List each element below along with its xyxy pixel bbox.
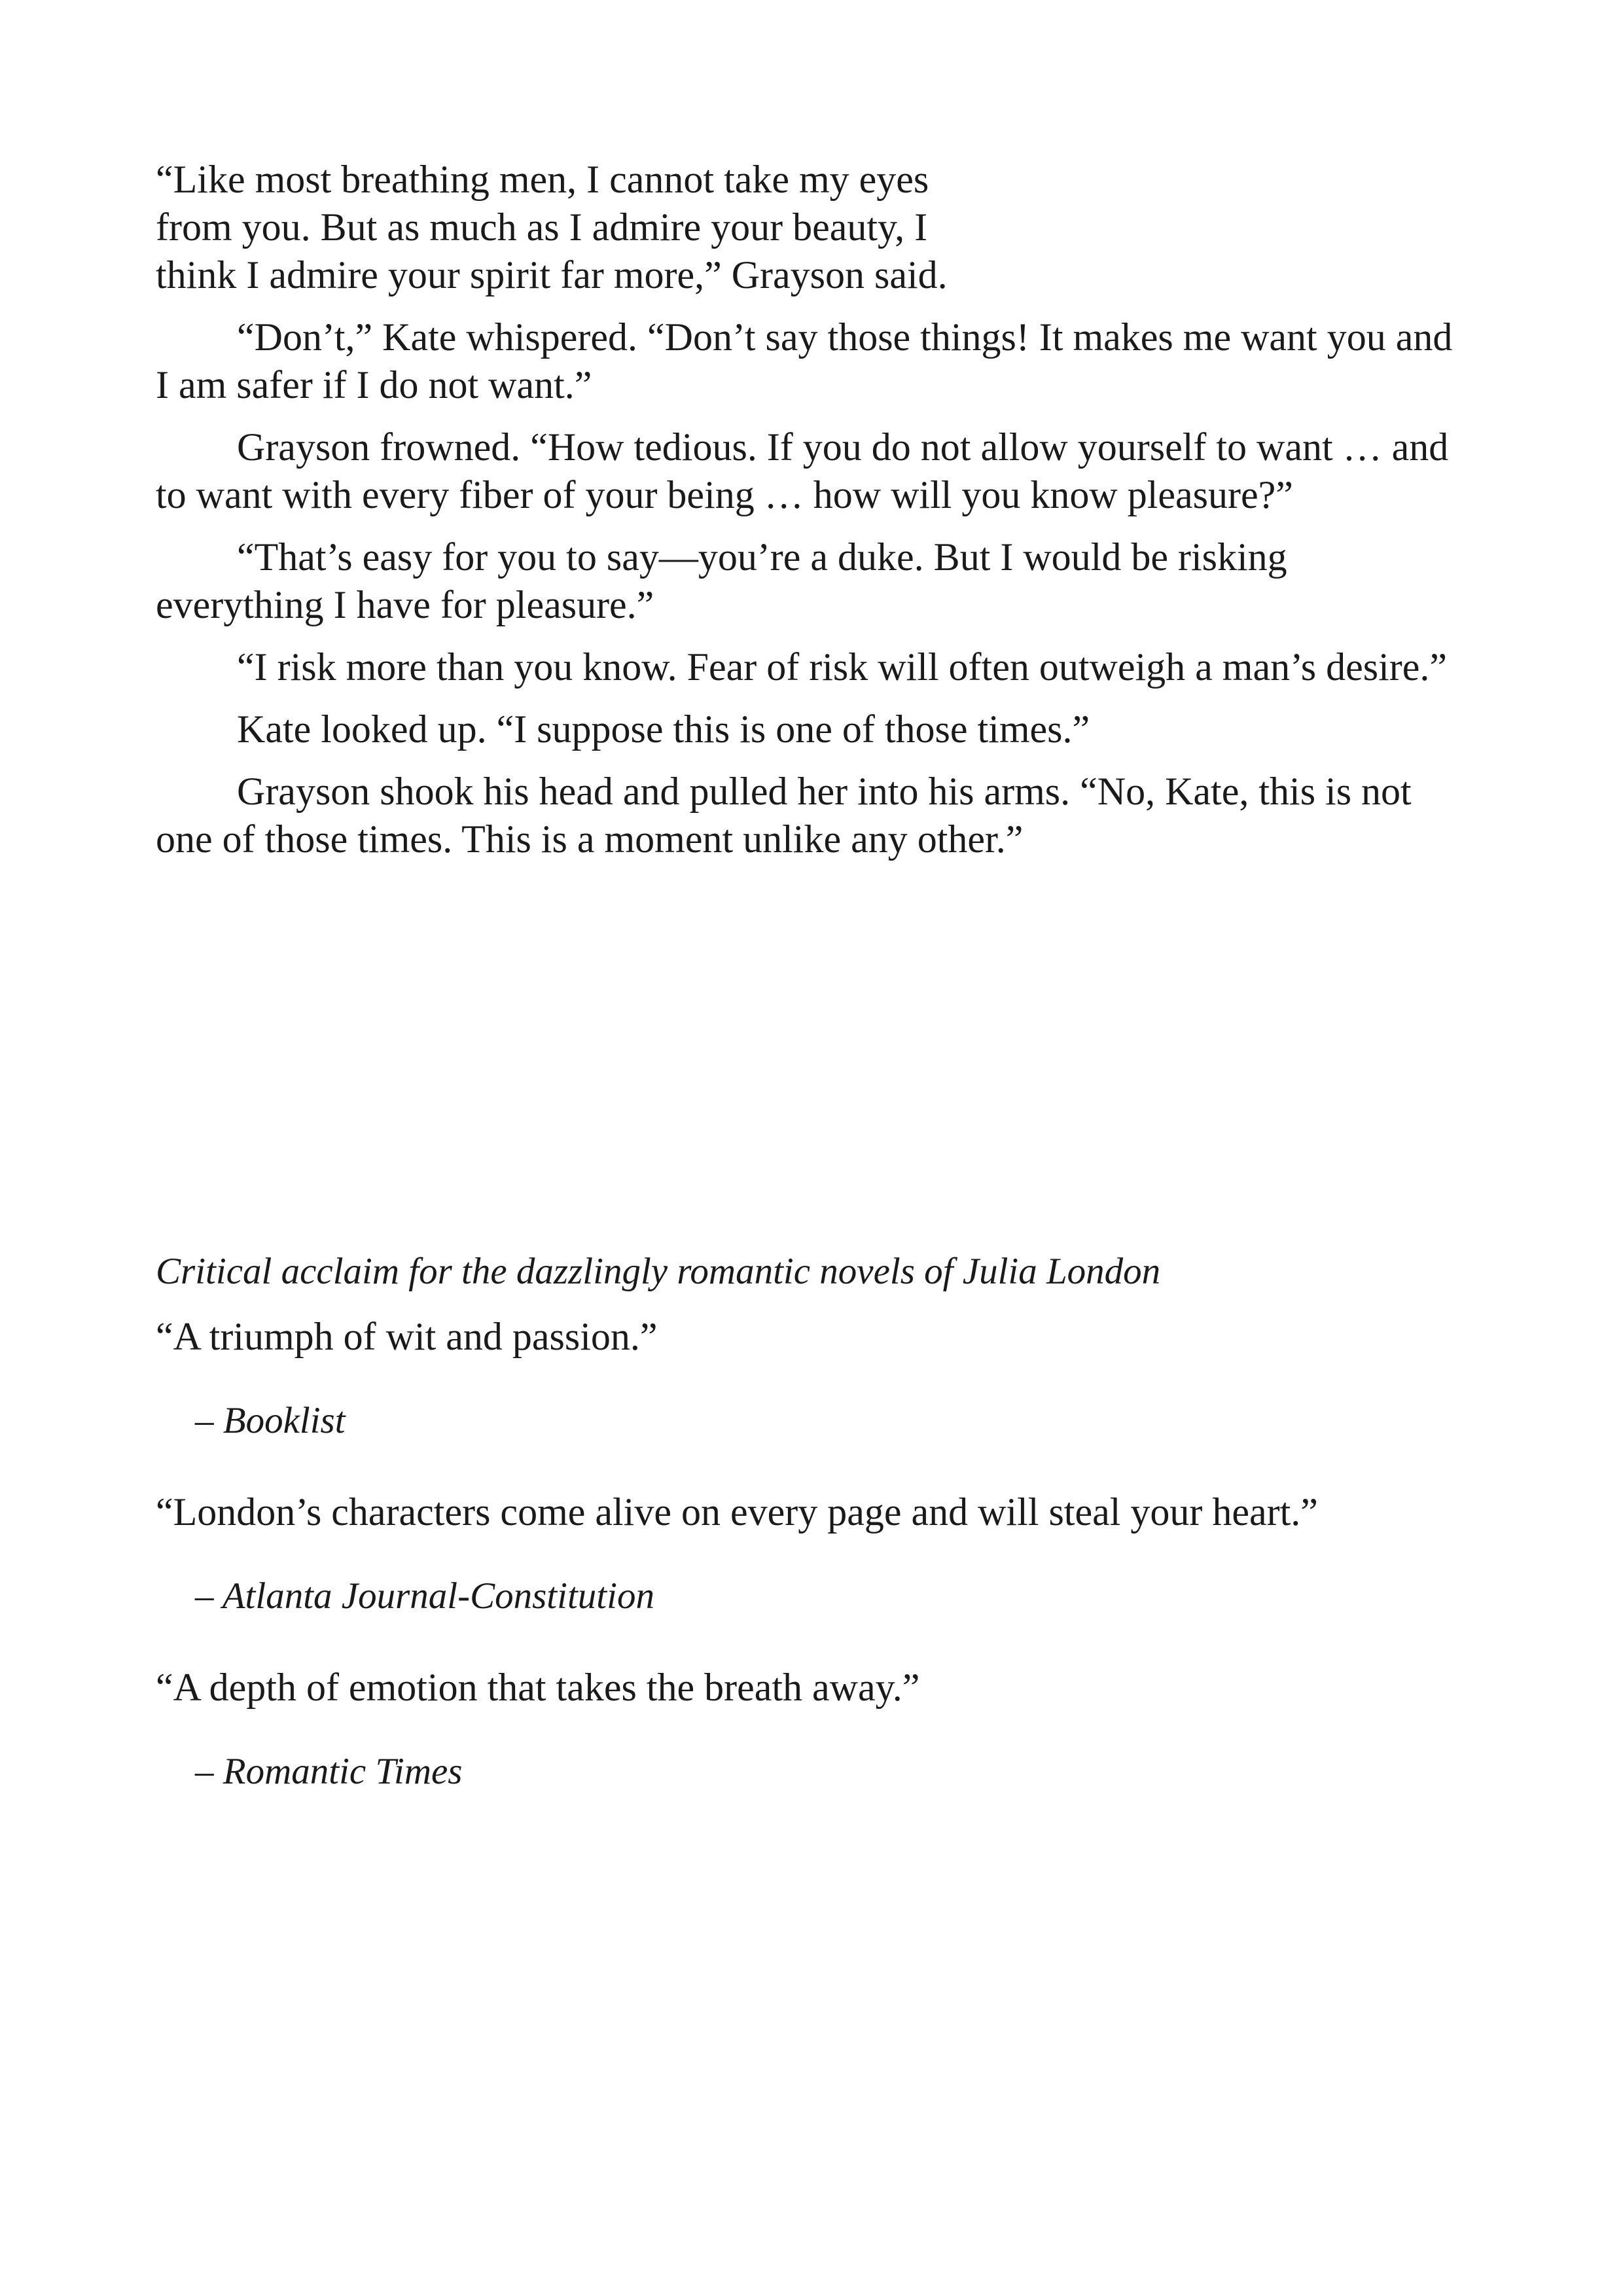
story-excerpt [156,156,1465,878]
excerpt-paragraph: “I risk more than you know. Fear of risk will often outweigh a man’s desire.” [237,645,1447,689]
acclaim-heading: Critical acclaim for the dazzlingly romantic novels of Julia London [156,1251,1161,1292]
review-quote [156,1313,1465,1444]
excerpt-paragraph: “That’s easy for you to say—you’re a duke. But I would be risking everything I have for pleasure.” [156,535,1287,626]
quote-source: – Booklist [195,1400,346,1441]
review-quote [156,1664,1465,1795]
critical-acclaim-section [156,1249,1465,1839]
excerpt-paragraph: Grayson shook his head and pulled her into his arms. “No, Kate, this is not one of those times. This is a moment unlike any other.” [156,770,1412,861]
excerpt-paragraph: “Like most breathing men, I cannot take my eyes from you. But as much as I admire your beauty, I think I admire your spirit far more,” Grayson said. [156,158,948,296]
quote-text: “A depth of emotion that takes the breath away.” [156,1666,920,1709]
quote-source: – Atlanta Journal-Constitution [195,1575,654,1617]
quote-source: – Romantic Times [195,1751,463,1792]
excerpt-paragraph: Kate looked up. “I suppose this is one of those times.” [237,708,1090,751]
quote-text: “A triumph of wit and passion.” [156,1315,658,1358]
quote-text: “London’s characters come alive on every page and will steal your heart.” [156,1490,1318,1534]
review-quote [156,1488,1465,1619]
excerpt-paragraph: “Don’t,” Kate whispered. “Don’t say those things! It makes me want you and I am safer if I do not want.” [156,315,1453,406]
excerpt-paragraph: Grayson frowned. “How tedious. If you do not allow yourself to want … and to want with every fiber of your being … how will you know pleasure?” [156,425,1449,516]
